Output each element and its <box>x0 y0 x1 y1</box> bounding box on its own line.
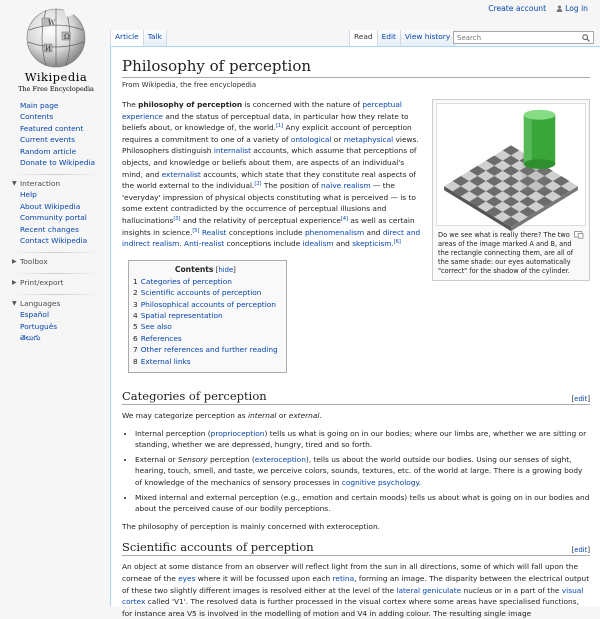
link-exteroception[interactable]: exteroception <box>254 454 306 464</box>
categories-list <box>122 428 590 515</box>
toc-item[interactable]: 4 Spatial representation <box>133 310 223 320</box>
create-account-link[interactable]: Create account <box>488 4 547 13</box>
paragraph: We may categorize perception as internal or external. <box>122 410 322 420</box>
sidebar-item-contact[interactable]: Contact Wikipedia <box>20 236 88 246</box>
link-eyes[interactable]: eyes <box>178 573 196 583</box>
chevron-right-icon: ▶ <box>12 279 17 287</box>
article-content <box>110 46 600 618</box>
ref-6[interactable]: [6] <box>393 239 401 246</box>
wikipedia-logo[interactable] <box>8 6 104 98</box>
edit-section-link[interactable]: edit <box>574 394 588 403</box>
sidebar <box>0 100 110 350</box>
thumbnail <box>432 99 590 281</box>
link-metaphysical[interactable]: metaphysical <box>343 134 394 144</box>
ref-4[interactable]: [4] <box>340 215 348 222</box>
checker-shadow-illusion-image[interactable] <box>436 103 586 226</box>
puzzle-globe-icon <box>24 6 88 68</box>
search-input[interactable] <box>454 32 579 43</box>
chevron-right-icon: ▶ <box>12 258 17 266</box>
tagline: The Free Encyclopedia <box>18 85 94 93</box>
list-item: • Internal perception (proprioception) tells us what is going on in our bodies; where our limbs are, whether we are sitting or standing, whether we are depressed, hungry, tired and so forth. <box>135 428 590 451</box>
languages-portal <box>12 294 110 343</box>
toolbox-heading[interactable]: ▶ Toolbox <box>12 257 48 267</box>
paragraph: The philosophy of perception is mainly concerned with exteroception. <box>122 521 380 531</box>
interaction-portal <box>12 174 110 246</box>
ref-3[interactable]: [3] <box>173 215 181 222</box>
link-cognitive-psychology[interactable]: cognitive psychology <box>341 477 419 487</box>
print-portal <box>12 273 110 288</box>
tab-view-history[interactable]: View history <box>401 30 455 46</box>
ref-5[interactable]: [5] <box>192 227 200 234</box>
divider <box>12 273 100 274</box>
language-link-es[interactable]: Español <box>20 310 49 320</box>
link-realist[interactable]: Realist <box>201 227 227 237</box>
list-item: • Mixed internal and external perception (e.g., emotion and certain moods) tells us about what is going on in our bodies and about the perceived cause of our bodily perceptions. <box>135 492 590 515</box>
navigation-portal <box>20 100 110 168</box>
link-retina[interactable]: retina <box>332 573 355 583</box>
edit-section-link[interactable]: edit <box>574 546 588 555</box>
sidebar-item-current-events[interactable]: Current events <box>20 135 76 145</box>
chevron-down-icon: ▼ <box>12 180 17 188</box>
svg-text:Ω: Ω <box>64 33 70 41</box>
sidebar-item-random-article[interactable]: Random article <box>20 146 77 156</box>
link-naive-realism[interactable]: naïve realism <box>321 181 371 191</box>
divider <box>12 294 100 295</box>
tab-talk[interactable]: Talk <box>144 30 167 46</box>
sidebar-item-main-page[interactable]: Main page <box>20 101 59 110</box>
ref-1[interactable]: [1] <box>276 123 284 130</box>
toc-item[interactable]: 8 External links <box>133 356 191 366</box>
link-lateral-geniculate[interactable]: lateral geniculate <box>396 585 462 595</box>
user-icon <box>556 5 563 12</box>
login-link[interactable]: Log in <box>556 4 588 13</box>
sidebar-item-community-portal[interactable]: Community portal <box>20 213 87 223</box>
link-internalist[interactable]: internalist <box>213 146 252 156</box>
language-link-te[interactable]: తెలుగు <box>20 333 41 343</box>
section-heading-scientific: Scientific accounts of perception [edit] <box>122 540 590 555</box>
languages-heading[interactable]: ▼ Languages <box>12 299 61 309</box>
site-subtitle: From Wikipedia, the free encyclopedia <box>122 81 257 89</box>
toc-item[interactable]: 1 Categories of perception <box>133 276 232 286</box>
link-externalist[interactable]: externalist <box>161 169 201 179</box>
toc-item[interactable]: 7 Other references and further reading <box>133 345 278 355</box>
sidebar-item-about[interactable]: About Wikipedia <box>20 201 81 211</box>
page-title: Philosophy of perception <box>122 57 590 78</box>
toc-item[interactable]: 6 References <box>133 333 182 343</box>
namespace-tabs <box>110 30 167 46</box>
search-icon[interactable] <box>582 34 590 42</box>
link-skepticism[interactable]: skepticism <box>352 239 392 249</box>
section-heading-categories: Categories of perception [edit] <box>122 388 590 403</box>
ref-2[interactable]: [2] <box>254 181 262 188</box>
language-link-pt[interactable]: Português <box>20 321 58 331</box>
wordmark: Wikipedia <box>24 70 88 84</box>
intro-paragraph: The philosophy of perception is concerned with the nature of perceptual experience and the status of perceptual data, in particular how they relate to beliefs about, or knowledge of, the world.[1] Any explicit account of perception requires a commitment to one of a variety of ontological or metaphysical views. Philosophers distinguish internalist accounts, which assume that perceptions of objects, and knowledge or beliefs about them, are aspects of an individual's mind, and externalist accounts, which state that they constitute real aspects of the world external to the individual.[2] The position of naïve realism — the 'everyday' impression of physical objects constituting what is perceived — is to some extent contradicted by the occurrence of perceptual illusions and hallucinations[3] and the relativity of perceptual experience[4] as well as certain insights in science.[5] Realist conceptions include phenomenalism and direct and indirect realism. Anti-realist conceptions include idealism and skepticism.[6] <box>122 100 421 249</box>
paragraph: An object at some distance from an observer will reflect light from the sun in all directions, some of which will fall upon the corneae of the eyes where it will be focussed upon each retina, forming an image. The disparity between the electrical output of these two slightly different images is resolved either at the level of the lateral geniculate nucleus or in a part of the visual cortex called 'V1'. The resolved data is further processed in the visual cortex where some areas have specialised functions, for instance area V5 is involved in the modelling of motion and V4 in adding colour. The resulting single image <box>122 562 590 618</box>
tab-read[interactable]: Read <box>349 30 378 46</box>
interaction-heading[interactable]: ▼ Interaction <box>12 179 61 189</box>
sidebar-item-contents[interactable]: Contents <box>20 112 54 122</box>
svg-text:W: W <box>48 19 56 27</box>
toc-item[interactable]: 2 Scientific accounts of perception <box>133 288 262 298</box>
personal-tools <box>488 4 588 13</box>
sidebar-item-recent-changes[interactable]: Recent changes <box>20 224 79 234</box>
divider <box>12 174 100 175</box>
sidebar-item-help[interactable]: Help <box>20 190 37 200</box>
toolbox-portal <box>12 252 110 267</box>
link-perceptual-experience[interactable]: perceptual experience <box>122 100 402 121</box>
magnify-icon[interactable] <box>574 231 584 239</box>
search-box <box>453 31 594 44</box>
link-visual-cortex[interactable]: visual cortex <box>122 585 584 607</box>
divider <box>12 252 100 253</box>
link-proprioception[interactable]: proprioception <box>210 428 265 438</box>
tab-edit[interactable]: Edit <box>378 30 401 46</box>
svg-text:И: И <box>45 45 52 53</box>
sidebar-item-featured-content[interactable]: Featured content <box>20 123 84 133</box>
link-idealism[interactable]: idealism <box>302 239 334 249</box>
toc-hide-toggle[interactable]: hide <box>218 265 234 274</box>
sidebar-item-donate[interactable]: Donate to Wikipedia <box>20 158 96 168</box>
thumbnail-caption: Do we see what is really there? The two areas of the image marked A and B, and the rectangle connecting them, are all of the same shade: our eyes automatically "correct" for the shadow of the cylinder. <box>436 228 586 277</box>
link-phenomenalism[interactable]: phenomenalism <box>304 227 365 237</box>
view-tabs <box>349 30 455 46</box>
toc-item[interactable]: 5 See also <box>133 322 172 332</box>
link-ontological[interactable]: ontological <box>290 134 332 144</box>
toc-title: Contents [hide] <box>174 264 236 274</box>
list-item: • External or Sensory perception (exteroception), tells us about the world outside our bodies. Using our senses of sight, hearing, touch, smell, and taste, we perceive colors, sounds, textures, etc. of the world at large. There is a growing body of knowledge of the mechanics of sensory processes in cognitive psychology. <box>135 454 590 489</box>
print-export-heading[interactable]: ▶ Print/export <box>12 278 64 288</box>
toc-item[interactable]: 3 Philosophical accounts of perception <box>133 299 276 309</box>
link-direct-indirect-realism[interactable]: direct and indirect realism <box>122 227 421 249</box>
table-of-contents <box>128 260 287 373</box>
link-anti-realist[interactable]: Anti-realist <box>184 239 225 249</box>
chevron-down-icon: ▼ <box>12 300 17 308</box>
tab-article[interactable]: Article <box>110 30 144 46</box>
